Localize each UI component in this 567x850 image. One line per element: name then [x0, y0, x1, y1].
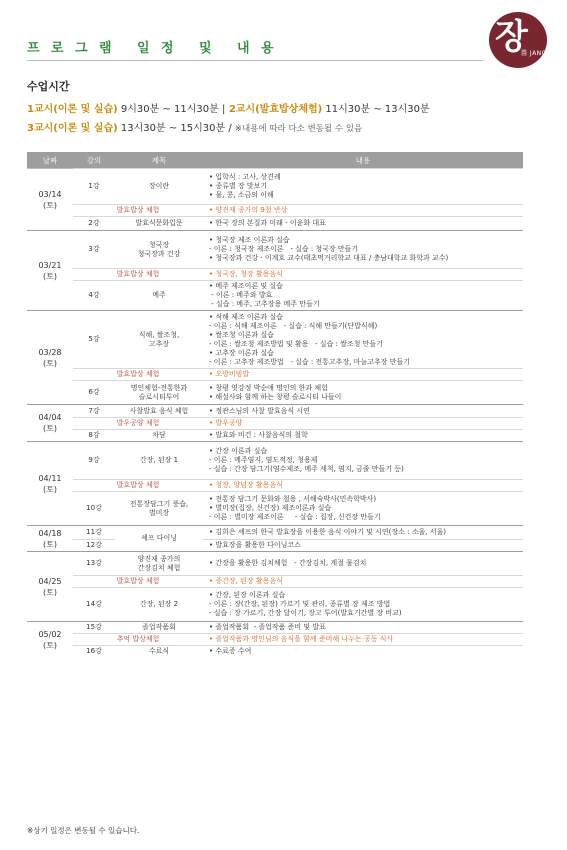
lecture-cell: 9강 [73, 442, 115, 480]
title-char: 램 [99, 41, 112, 56]
content-line: • 간장을 활용한 김치체험 - 간장김치, 계절 물김치 [209, 559, 367, 567]
content-line: • 발우공양 [209, 419, 243, 427]
header-date: 날짜 [27, 152, 73, 169]
title-cell: 전통장담그기 풍습, 별미장 [115, 492, 203, 526]
table-row [27, 169, 523, 205]
content-cell [203, 492, 523, 526]
lecture-cell: 12강 [73, 540, 115, 552]
lecture-cell: 3강 [73, 231, 115, 269]
content-line: • 별미장(집장, 신건장) 제조이론과 실습 [209, 504, 332, 512]
header-content: 내용 [203, 152, 523, 169]
content-line: • 졸업작품과 명인님의 음식을 함께 준비해 나누는 공동 식사 [209, 635, 394, 643]
content-cell [203, 205, 523, 217]
header-lecture: 강의 [73, 152, 115, 169]
content-cell [203, 381, 523, 405]
lecture-cell: 15강 [73, 622, 115, 634]
title-char: 정 [161, 41, 174, 56]
table-row [27, 526, 523, 540]
title-char: 프 [27, 41, 40, 56]
schedule-line-2 [27, 119, 362, 134]
table-row [27, 588, 523, 622]
content-cell [203, 480, 523, 492]
lecture-cell: 2강 [73, 217, 115, 231]
logo-subtext: 醬 JANG [521, 50, 547, 57]
date-cell: 03/21 (토) [27, 231, 73, 311]
content-cell [203, 646, 523, 658]
content-line: • 졸업작품회 - 졸업작품 준비 및 발표 [209, 623, 326, 631]
title-cell: 졸업작품회 [115, 622, 203, 634]
page-title [27, 37, 285, 56]
event-row [27, 480, 523, 492]
content-cell [203, 576, 523, 588]
title-cell: 메주 [115, 281, 203, 311]
content-cell [203, 430, 523, 442]
table-row [27, 405, 523, 418]
content-cell [203, 588, 523, 622]
title-char: 용 [261, 41, 274, 56]
program-table [27, 152, 523, 658]
content-line: • 메주 제조이론 및 실습 [209, 282, 283, 290]
content-line: - 이론 : 메주염지, 염도적정, 청용제 [209, 456, 318, 464]
content-line: - 이론 : 쌀조청 제조방법 및 활용 - 실습 : 쌀조청 만들기 [209, 339, 383, 348]
event-label: 발효밥상 체험 [73, 369, 203, 381]
table-row [27, 646, 523, 658]
content-cell [203, 622, 523, 634]
table-row [27, 442, 523, 480]
content-line: • 간장, 된장 이론과 실습 [209, 591, 286, 599]
lecture-cell: 13강 [73, 552, 115, 576]
title-char: 그 [75, 41, 88, 56]
period-3-label: 3교시(이론 및 실습) [27, 123, 118, 134]
content-cell [203, 634, 523, 646]
title-char: 로 [51, 41, 64, 56]
content-cell [203, 311, 523, 369]
date-cell: 04/18 (토) [27, 526, 73, 552]
content-line: - 이론 : 장(간장, 된장) 가르기 및 관리, 종류별 장 제조 방법 [209, 600, 391, 608]
content-line: • 전통장 담그기 문화와 철용 , 서해숙박사(민속학박사) [209, 495, 377, 503]
table-row [27, 622, 523, 634]
title-cell: 양진재 종가의 간장김치 체험 [115, 552, 203, 576]
title-cell: 명인체험-전통한과 슬로시티투어 [115, 381, 203, 405]
content-cell [203, 369, 523, 381]
title-char: 및 [199, 41, 212, 56]
content-cell [203, 540, 523, 552]
table-row [27, 231, 523, 269]
content-cell [203, 552, 523, 576]
content-line: • 청국장과 건강 · 이계호 교수(태초먹거리학교 대표 / 충남대학교 화학과 교수) [209, 254, 449, 262]
event-row [27, 634, 523, 646]
event-row [27, 205, 523, 217]
content-line: - 이론 : 청국장 제조이론 - 실습 : 청국장 만들기 [209, 245, 359, 253]
lecture-cell: 5강 [73, 311, 115, 369]
footnote: ※상기 일정은 변동될 수 있습니다. [27, 826, 140, 835]
content-line: • 간장 이론과 실습 [209, 447, 268, 455]
table-row [27, 492, 523, 526]
content-line: • 양진재 종가의 9첩 반상 [209, 206, 288, 214]
logo-glyph: 장 [495, 17, 528, 57]
lecture-cell: 7강 [73, 405, 115, 418]
content-line: • 입학식 : 고사, 상견례 [209, 173, 281, 181]
content-cell [203, 418, 523, 430]
title-cell: 청국장 청국장과 건강 [115, 231, 203, 269]
title-cell: 수료식 [115, 646, 203, 658]
date-cell: 04/04 (토) [27, 405, 73, 442]
title-char: 일 [137, 41, 150, 56]
title-cell: 간장, 된장 1 [115, 442, 203, 480]
event-row [27, 369, 523, 381]
title-cell: 셰프 다이닝 [115, 526, 203, 552]
content-line: • 쌀조청 이론과 실습 [209, 330, 274, 339]
title-char: 내 [237, 41, 250, 56]
lecture-cell: 8강 [73, 430, 115, 442]
period-2-time: 11시30분 ~ 13시30분 [322, 104, 430, 115]
content-line: - 실습 : 메주, 고추장용 메주 만들기 [209, 300, 320, 308]
content-line: • 식해 제조 이론과 실습 [209, 312, 283, 321]
table-row [27, 430, 523, 442]
period-1-label: 1교시(이론 및 실습) [27, 104, 118, 115]
lecture-cell: 16강 [73, 646, 115, 658]
event-row [27, 269, 523, 281]
period-1-time: 9시30분 ~ 11시30분 [117, 104, 222, 115]
content-line: • 청국장 제조 이론과 실습 [209, 236, 290, 244]
table-header-row [27, 152, 523, 169]
content-line: • 청국장, 청장 활용음식 [209, 270, 283, 278]
content-cell [203, 281, 523, 311]
content-line: • 물, 콩, 소금의 이해 [209, 191, 274, 199]
content-line: • 발효와 비건 : 사찰음식의 철학 [209, 431, 308, 439]
event-label: 추억 밥상체험 [73, 634, 203, 646]
period-separator: | [221, 104, 226, 115]
content-cell [203, 405, 523, 418]
content-line: • 김희은 셰프의 한국 발효장을 이용한 음식 이야기 및 시연(장소 : 소울, 서울) [209, 528, 446, 536]
period-3-time: 13시30분 ~ 15시30분 / [117, 123, 235, 134]
title-cell: 차담 [115, 430, 203, 442]
title-cell: 장이란 [115, 169, 203, 205]
table-row [27, 281, 523, 311]
content-line: • 수료증 수여 [209, 647, 252, 656]
date-cell: 03/14 (토) [27, 169, 73, 231]
content-cell [203, 169, 523, 205]
schedule-line-1 [27, 100, 430, 115]
schedule-heading: 수업시간 [27, 80, 70, 93]
table-row [27, 552, 523, 576]
content-cell [203, 269, 523, 281]
lecture-cell: 11강 [73, 526, 115, 540]
content-line: • 종류별 장 맛보기 [209, 182, 268, 190]
event-label: 발효밥상 체험 [73, 269, 203, 281]
event-row [27, 418, 523, 430]
lecture-cell: 1강 [73, 169, 115, 205]
table-row [27, 311, 523, 369]
date-cell: 04/25 (토) [27, 552, 73, 622]
table-row [27, 540, 523, 552]
title-divider [27, 60, 483, 61]
content-line: • 정관스님의 사찰 발효음식 시연 [209, 406, 310, 415]
lecture-cell: 4강 [73, 281, 115, 311]
content-cell [203, 231, 523, 269]
table-row [27, 381, 523, 405]
content-line: • 오방비빔밥 [209, 370, 250, 378]
content-line: - 실습 : 간장 담그기(염수제조, 메주 세척, 염지, 금줄 만들기 등) [209, 465, 404, 473]
content-line: - 이론 : 별미장 제조이론 - 실습 : 집장, 신건장 만들기 [209, 513, 381, 521]
content-line: • 한국 장의 본질과 미래 - 이윤화 대표 [209, 219, 326, 227]
content-line: • 증간장, 된장 활용음식 [209, 577, 283, 585]
title-cell: 사찰발효 음식 체험 [115, 405, 203, 418]
content-line: - 이론 : 고추장 제조방법 - 실습 : 전통고추장, 마늘고추장 만들기 [209, 357, 410, 366]
content-line: • 창평 엿강정 박순애 명인의 한과 체험 [209, 383, 328, 392]
lecture-cell: 10강 [73, 492, 115, 526]
content-line: - 이론 : 메주와 발효 [209, 291, 273, 299]
event-label: 발효밥상 체험 [73, 576, 203, 588]
content-cell [203, 217, 523, 231]
date-cell: 03/28 (토) [27, 311, 73, 405]
period-2-label: 2교시(발효밥상체험) [225, 104, 323, 115]
content-cell [203, 526, 523, 540]
content-line: • 해설사와 함께 하는 창평 슬로시티 나들이 [209, 392, 342, 401]
header-title: 제목 [115, 152, 203, 169]
content-line: - 실습 : 장 가르기, 간장 달이기, 장고 투어(발효기간별 장 비교) [209, 609, 402, 617]
lecture-cell: 14강 [73, 588, 115, 622]
table-row [27, 217, 523, 231]
content-line: • 발효장을 활용한 다이닝코스 [209, 541, 301, 549]
lecture-cell: 6강 [73, 381, 115, 405]
date-cell: 05/02 (토) [27, 622, 73, 658]
title-cell: 식해, 쌀조청, 고추장 [115, 311, 203, 369]
content-cell [203, 442, 523, 480]
event-label: 발효밥상 체험 [73, 205, 203, 217]
schedule-note: ※내용에 따라 다소 변동될 수 있음 [234, 124, 363, 134]
jang-logo [489, 12, 547, 68]
date-cell: 04/11 (토) [27, 442, 73, 526]
title-cell: 간장, 된장 2 [115, 588, 203, 622]
event-label: 발효밥상 체험 [73, 480, 203, 492]
content-line: • 청장, 양념장 활용음식 [209, 481, 283, 489]
event-label: 발우공양 체험 [73, 418, 203, 430]
content-line: - 이론 : 식해 제조이론 - 실습 : 식해 만들기(단밥식해) [209, 321, 378, 330]
event-row [27, 576, 523, 588]
title-cell: 발효식문화입문 [115, 217, 203, 231]
content-line: • 고추장 이론과 실습 [209, 348, 274, 357]
